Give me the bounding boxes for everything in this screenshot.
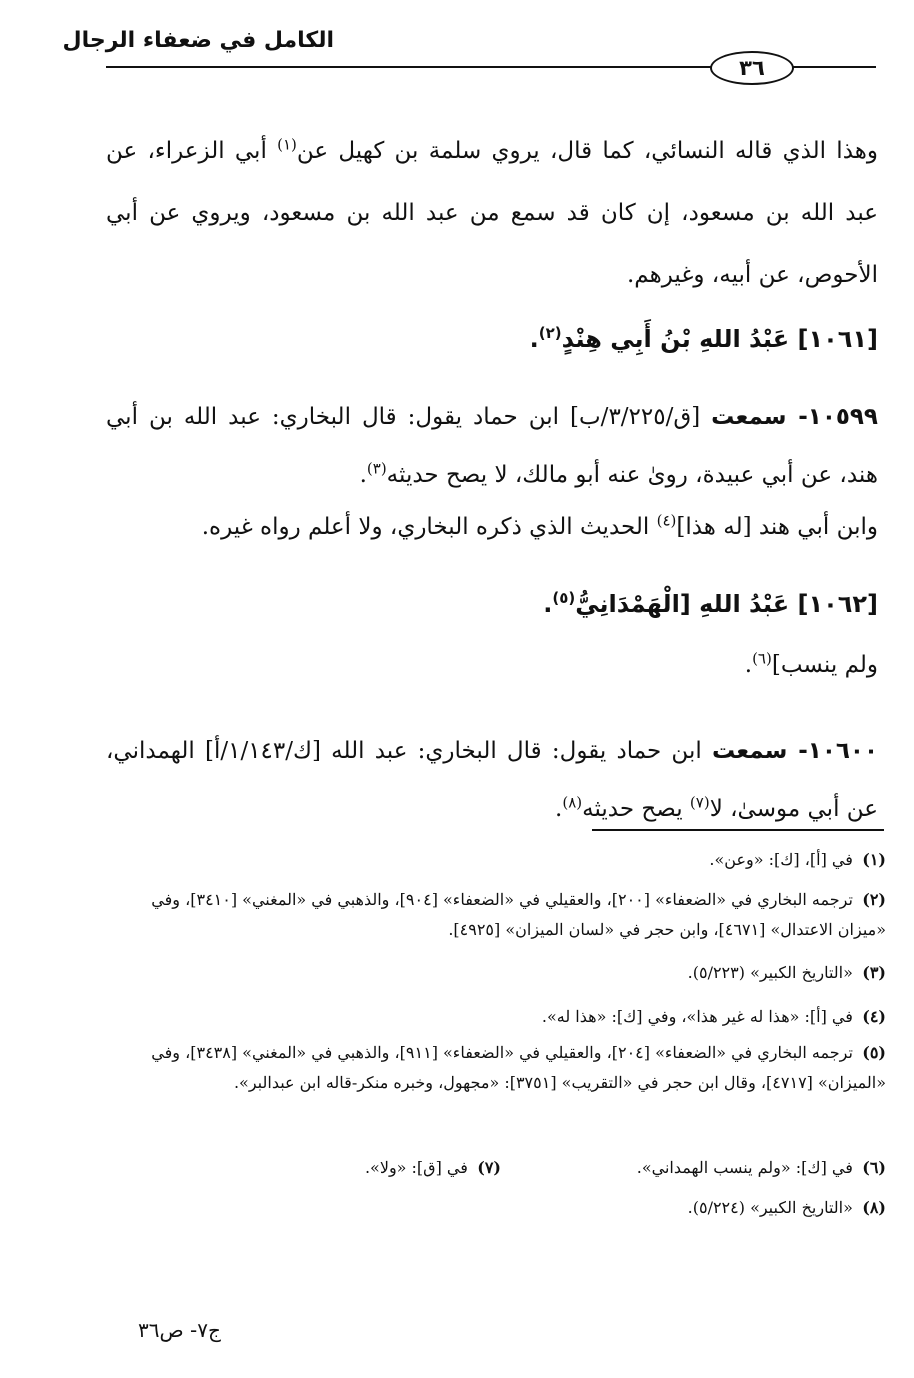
footnote-ref: (٥) <box>552 589 576 607</box>
entry-heading-end: . <box>543 590 553 618</box>
footnote-2 <box>106 885 886 945</box>
entry-heading-end: . <box>529 325 539 353</box>
footnote-ref: (٤) <box>656 511 677 530</box>
report-keyword: سمعت <box>711 738 788 764</box>
paragraph-text: وهذا الذي قاله النسائي، كما قال، يروي سلمة بن كهيل عن <box>296 138 879 164</box>
footnote-number: (٣) <box>862 963 886 982</box>
footnote-number: (١) <box>862 850 886 869</box>
footnote-number: (٨) <box>862 1198 886 1217</box>
report-text: يصح حديثه <box>582 796 690 822</box>
footnote-6 <box>637 1153 886 1183</box>
paragraph-text: وابن أبي هند [له هذا] <box>676 514 878 540</box>
footnote-text: ترجمه البخاري في «الضعفاء» [٢٠٠]، والعقيلي في «الضعفاء» [٩٠٤]، والذهبي في «المغني» [٣٤١٠]، وفي «ميزان الاعتدال» [٤٦٧١]، وابن حجر في «لسان الميزان» [٤٩٢٥]. <box>151 890 886 939</box>
footnote-text: في [ق]: «ولا». <box>364 1158 468 1177</box>
paragraph-text: ولم ينسب] <box>771 652 878 678</box>
footnote-ref: (٦) <box>752 649 772 668</box>
report-end: . <box>359 462 367 488</box>
footnote-ref: (٧) <box>689 793 710 812</box>
report-10600 <box>106 722 878 838</box>
entry-heading-1061 <box>106 325 878 353</box>
paragraph-end: . <box>744 652 753 678</box>
footnote-text: «التاريخ الكبير» (٥/٢٢٤). <box>687 1198 853 1217</box>
footnote-ref: (٣) <box>366 459 387 478</box>
paragraph-nasai <box>106 120 878 306</box>
entry-heading-text: [١٠٦٢] عَبْدُ اللهِ [الْهَمْدَانِيُّ <box>575 590 878 618</box>
report-keyword: سمعت <box>711 404 787 430</box>
entry-heading-1062 <box>106 590 878 618</box>
footnotes-separator <box>592 829 884 831</box>
footnote-text: «التاريخ الكبير» (٥/٢٢٣). <box>687 963 853 982</box>
report-number: ١٠٥٩٩- <box>786 404 878 430</box>
footnote-7 <box>365 1153 501 1183</box>
footnote-3 <box>106 958 886 988</box>
footnote-ref: (٨) <box>562 793 583 812</box>
paragraph-ibn-abi-hind <box>106 512 878 542</box>
paragraph-text: أبي الزعراء، عن عبد الله بن مسعود، إن كان قد سمع من عبد الله بن مسعود، ويروي عن أبي الأحوص، عن أبيه، وغيرهم. <box>106 138 878 288</box>
paragraph-not-attributed <box>106 650 878 680</box>
page-number-badge: ٣٦ <box>710 51 794 85</box>
footnote-ref: (٢) <box>538 324 562 342</box>
footnote-text: ترجمه البخاري في «الضعفاء» [٢٠٤]، والعقيلي في «الضعفاء» [٩١١]، والذهبي في «المغني» [٣٤٣٨]، وفي «الميزان» [٤٧١٧]، وقال ابن حجر في «التقريب» [٣٧٥١]: «مجهول، وخبره منكر-قاله ابن عبدالبر». <box>151 1043 886 1092</box>
report-text: [ق/٣/٢٢٥/ب] ابن حماد يقول: قال البخاري: عبد الله بن أبي هند، عن أبي عبيدة، روىٰ عنه أبو مالك، لا يصح حديثه <box>106 404 878 488</box>
footnote-1 <box>106 845 886 875</box>
report-number: ١٠٦٠٠- <box>787 738 878 764</box>
footnote-text: في [أ]: «هذا له غير هذا»، وفي [ك]: «هذا له». <box>541 1007 853 1026</box>
footnote-number: (٦) <box>862 1158 886 1177</box>
footnote-8 <box>106 1193 886 1223</box>
running-header-title: الكامل في ضعفاء الرجال <box>62 28 334 53</box>
footnote-number: (٥) <box>862 1043 886 1062</box>
report-10599 <box>106 388 878 504</box>
paragraph-text: الحديث الذي ذكره البخاري، ولا أعلم رواه غيره. <box>201 514 657 540</box>
footnote-ref: (١) <box>277 135 297 154</box>
footnote-text: في [أ]، [ك]: «وعن». <box>709 850 853 869</box>
footnote-number: (٤) <box>862 1007 886 1026</box>
footnote-5 <box>106 1038 886 1098</box>
volume-page-reference: ج٧- ص٣٦ <box>138 1318 221 1342</box>
footnote-text: في [ك]: «ولم ينسب الهمداني». <box>636 1158 853 1177</box>
footnote-number: (٢) <box>862 890 886 909</box>
footnote-4 <box>106 1002 886 1032</box>
report-end: . <box>555 796 563 822</box>
entry-heading-text: [١٠٦١] عَبْدُ اللهِ بْنُ أَبِي هِنْدٍ <box>561 325 878 353</box>
report-text: ابن حماد يقول: قال البخاري: عبد الله [ك/١/١٤٣/أ] الهمداني، عن أبي موسىٰ، لا <box>106 738 878 822</box>
footnote-number: (٧) <box>477 1158 501 1177</box>
